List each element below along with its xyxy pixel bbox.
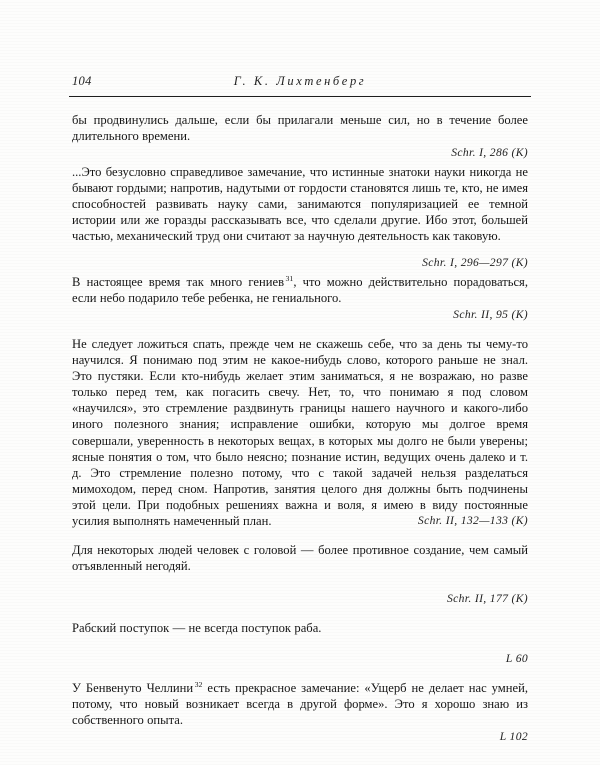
paragraph-text-after-note: , что можно действительно порадоваться, если небо подарило тебе ребенка, не гениального. bbox=[72, 275, 528, 306]
paragraph bbox=[72, 680, 528, 728]
paragraph-text-after-note: есть прекрасное замечание: «Ущерб не делает нас умней, потому, что новый возникает всегда в другой форме». Это я хорошо знаю из собственного опыта. bbox=[72, 681, 528, 728]
citation: Schr. II, 132—133 (K) bbox=[417, 514, 528, 527]
paragraph-text-before-note: В настоящее время так много гениев bbox=[72, 275, 285, 289]
paragraph-text-before-note: У Бенвенуто Челлини bbox=[72, 681, 194, 695]
citation: Schr. I, 286 (K) bbox=[451, 146, 528, 159]
citation: L 102 bbox=[499, 730, 528, 743]
paragraph bbox=[72, 274, 528, 306]
running-head bbox=[72, 74, 528, 94]
page-number: 104 bbox=[72, 74, 92, 88]
text-column bbox=[72, 0, 528, 765]
citation: Schr. II, 95 (K) bbox=[453, 308, 528, 321]
paragraph: Для некоторых людей человек с головой — более противное создание, чем самый отъявленный негодяй. bbox=[72, 543, 528, 574]
paragraph: Не следует ложиться спать, прежде чем не скажешь себе, что за день ты чему-то научился. Я понимаю под этим не какое-нибудь слово, которого раньше не знал. Это пустяки. Если кто-нибудь желает этим заниматься, я не возражаю, но разве только перед тем, как погасить свечу. Нет, то, что понимаю я под словом «научился», это стремление раздвинуть границы нашего научного и какого-либо иного полезного знания; исправление ошибки, которую мы долгое время совершали, уверенность в некоторых вещах, в которых мы долго не были уверены; ясные понятия о том, что было неясно; познание истин, ведущих очень далеко и т. д. Это стремление полезно потому, что с такой задачей нельзя разделаться мимоходом, перед сном. Напротив, занятия целого дня должны быть подчинены этой цели. При подобных решениях важна и воля, я имею в виду постоянные усилия выполнять намеченный план. bbox=[72, 337, 528, 529]
citation: L 60 bbox=[505, 652, 528, 665]
citation: Schr. II, 177 (K) bbox=[447, 592, 528, 605]
footnote-marker: 31 bbox=[285, 273, 294, 283]
running-head-title: Г. К. Лихтенберг bbox=[233, 74, 367, 88]
header-rule bbox=[69, 96, 531, 97]
paragraph: Рабский поступок — не всегда поступок раба. bbox=[72, 621, 322, 635]
citation: Schr. I, 296—297 (K) bbox=[422, 256, 528, 269]
paragraph: ...Это безусловно справедливое замечание, что истинные знатоки науки никогда не бывают гордыми; напротив, надутыми от гордости становятся лишь те, кто, не имея способностей развивать науку сами, занимаются популяризацией ее темной истории или же горазды рассказывать все, что сделали другие. Ибо этот, большей частью, механический труд они считают за научную деятельность как таковую. bbox=[72, 165, 528, 244]
footnote-marker: 32 bbox=[194, 679, 203, 689]
paragraph: бы продвинулись дальше, если бы прилагали меньше сил, но в течение более длительного времени. bbox=[72, 113, 528, 144]
